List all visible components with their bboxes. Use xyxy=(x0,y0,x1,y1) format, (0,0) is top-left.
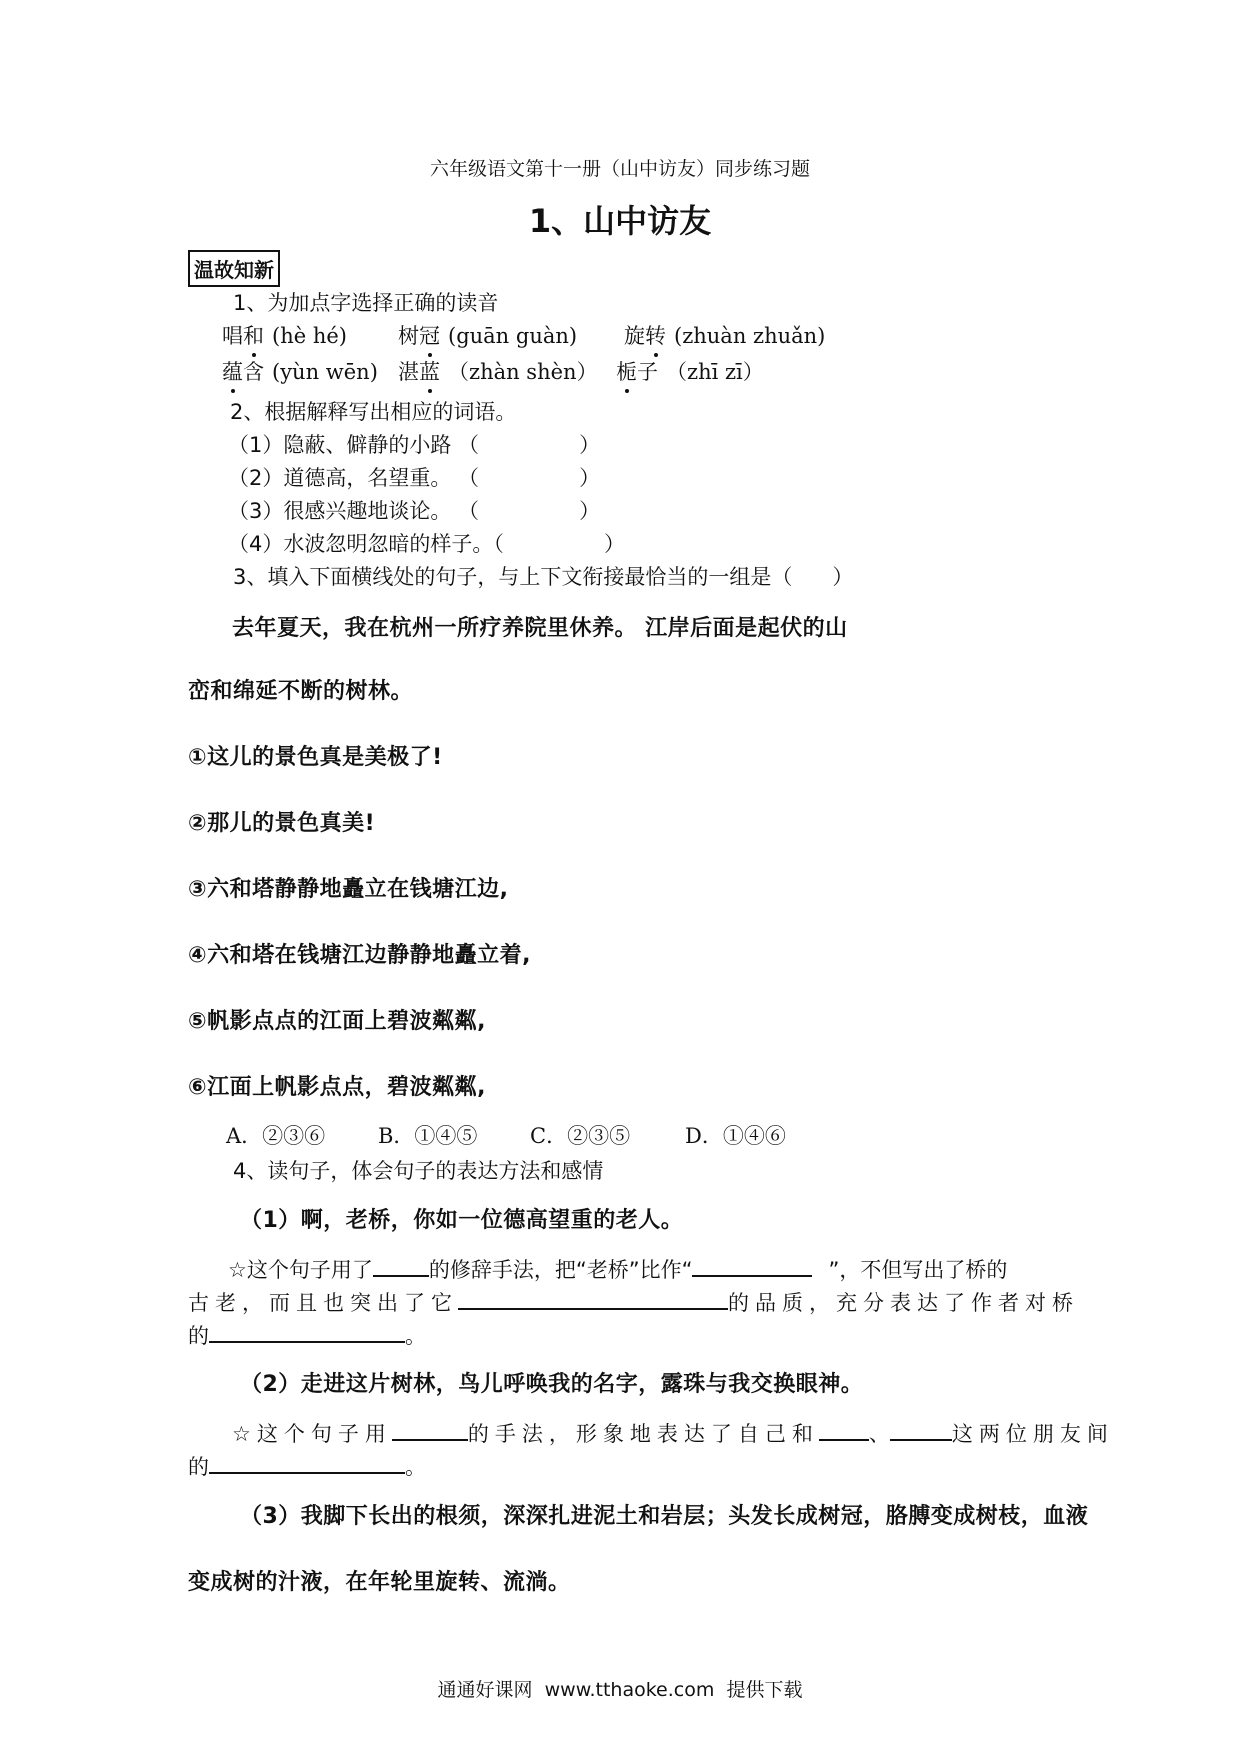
q4-sentence: （1）啊，老桥，你如一位德高望重的老人。 xyxy=(240,1208,684,1233)
q3-choice: A．②③⑥ xyxy=(226,1124,326,1148)
q4-sentence-continued: 变成树的汁液，在年轮里旋转、流淌。 xyxy=(188,1570,571,1595)
q1-char: 子 xyxy=(637,360,658,384)
q3-choice: B．①④⑤ xyxy=(378,1124,478,1148)
q4-sentence: （2）走进这片树林，鸟儿呼唤我的名字，露珠与我交换眼神。 xyxy=(240,1372,864,1397)
q3-choice: D．①④⑥ xyxy=(685,1124,786,1148)
q3-passage-line: 去年夏天，我在杭州一所疗养院里休养。 江岸后面是起伏的山 xyxy=(232,616,848,641)
q4-sentence: （3）我脚下长出的根须，深深扎进泥土和岩层；头发长成树冠，胳膊变成树枝，血液 xyxy=(240,1504,1089,1529)
q1-dotted-char: 转 xyxy=(645,320,666,350)
q3-option: ①这儿的景色真是美极了! xyxy=(188,745,443,770)
q1-char: 含 xyxy=(243,360,264,384)
page-title: 1、山中访友 xyxy=(528,202,712,240)
answer-blank[interactable] xyxy=(209,1323,405,1343)
q3-option: ⑥江面上帆影点点，碧波粼粼, xyxy=(188,1075,486,1100)
q3-choice: C．②③⑤ xyxy=(530,1124,631,1148)
q3-option: ②那儿的景色真美! xyxy=(188,811,376,836)
q1-pinyin: （zhàn shèn） xyxy=(448,360,598,384)
q2-prompt: 2、根据解释写出相应的词语。 xyxy=(230,400,517,424)
q2-item: （2）道德高，名望重。 （ ） xyxy=(228,466,601,490)
section-label: 温故知新 xyxy=(188,250,280,287)
q1-pinyin: (hè hé) xyxy=(272,324,347,348)
q1-pinyin: (guān guàn) xyxy=(448,324,578,348)
q2-item: （1）隐蔽、僻静的小路 （ ） xyxy=(228,433,601,457)
document-header: 六年级语文第十一册（山中访友）同步练习题 xyxy=(429,158,810,180)
fill-text: 古老，而且也突出了它 xyxy=(188,1291,458,1315)
q1-item xyxy=(398,320,577,350)
q2-item: （3）很感兴趣地谈论。 （ ） xyxy=(228,499,601,523)
answer-blank[interactable] xyxy=(458,1290,728,1310)
q1-char: 旋 xyxy=(624,324,645,348)
q1-pinyin: (zhuàn zhuǎn) xyxy=(674,324,826,348)
q1-prompt: 1、为加点字选择正确的读音 xyxy=(233,291,499,315)
q4-fill-line xyxy=(188,1451,426,1481)
answer-blank[interactable] xyxy=(392,1421,468,1441)
q4-fill-line xyxy=(228,1254,1007,1284)
q3-option: ④六和塔在钱塘江边静静地矗立着, xyxy=(188,943,531,968)
q4-prompt: 4、读句子，体会句子的表达方法和感情 xyxy=(233,1159,604,1183)
fill-text: 的 xyxy=(188,1324,209,1348)
q1-pinyin: （zhī zī） xyxy=(666,360,764,384)
q1-item xyxy=(398,356,598,386)
q1-item xyxy=(222,356,378,386)
answer-blank[interactable] xyxy=(819,1421,869,1441)
answer-blank[interactable] xyxy=(890,1421,952,1441)
fill-text: ☆这个句子用了 xyxy=(228,1258,373,1282)
q1-pinyin: (yùn wēn) xyxy=(272,360,378,384)
fill-text: 。 xyxy=(405,1455,426,1479)
q1-char: 唱 xyxy=(222,324,243,348)
q3-passage-line: 峦和绵延不断的树林。 xyxy=(188,679,414,704)
q1-item xyxy=(616,356,764,386)
q1-dotted-char: 和 xyxy=(243,320,264,350)
q3-option: ⑤帆影点点的江面上碧波粼粼, xyxy=(188,1009,486,1034)
q3-prompt: 3、填入下面横线处的句子，与上下文衔接最恰当的一组是（ ） xyxy=(233,565,854,589)
q2-item: （4）水波忽明忽暗的样子。（ ） xyxy=(228,532,625,556)
fill-text: 的修辞手法，把“老桥”比作“ xyxy=(428,1258,693,1282)
fill-text: 的手法，形象地表达了自己和 xyxy=(467,1422,819,1446)
fill-text: 、 xyxy=(868,1422,890,1446)
fill-text: 。 xyxy=(405,1324,426,1348)
q1-dotted-char: 冠 xyxy=(419,320,440,350)
page-footer: 通通好课网 www.tthaoke.com 提供下载 xyxy=(437,1679,803,1701)
fill-text: 这两位朋友间 xyxy=(951,1422,1114,1446)
fill-text: ”，不但写出了桥的 xyxy=(828,1258,1008,1282)
answer-blank[interactable] xyxy=(692,1257,812,1277)
q4-fill-line xyxy=(188,1287,1079,1317)
q1-item xyxy=(222,320,347,350)
answer-blank[interactable] xyxy=(209,1454,405,1474)
q4-fill-line xyxy=(232,1418,1114,1448)
q1-dotted-char: 蓝 xyxy=(419,356,440,386)
q1-char: 湛 xyxy=(398,360,419,384)
q3-option: ③六和塔静静地矗立在钱塘江边, xyxy=(188,877,509,902)
q1-char: 树 xyxy=(398,324,419,348)
q1-dotted-char: 蕴 xyxy=(222,356,243,386)
q4-fill-line xyxy=(188,1320,426,1350)
q1-item xyxy=(624,320,825,350)
q1-dotted-char: 栀 xyxy=(616,356,637,386)
fill-text: ☆这个句子用 xyxy=(232,1422,392,1446)
fill-text: 的品质，充分表达了作者对桥 xyxy=(728,1291,1079,1315)
fill-text: 的 xyxy=(188,1455,209,1479)
answer-blank[interactable] xyxy=(373,1257,429,1277)
